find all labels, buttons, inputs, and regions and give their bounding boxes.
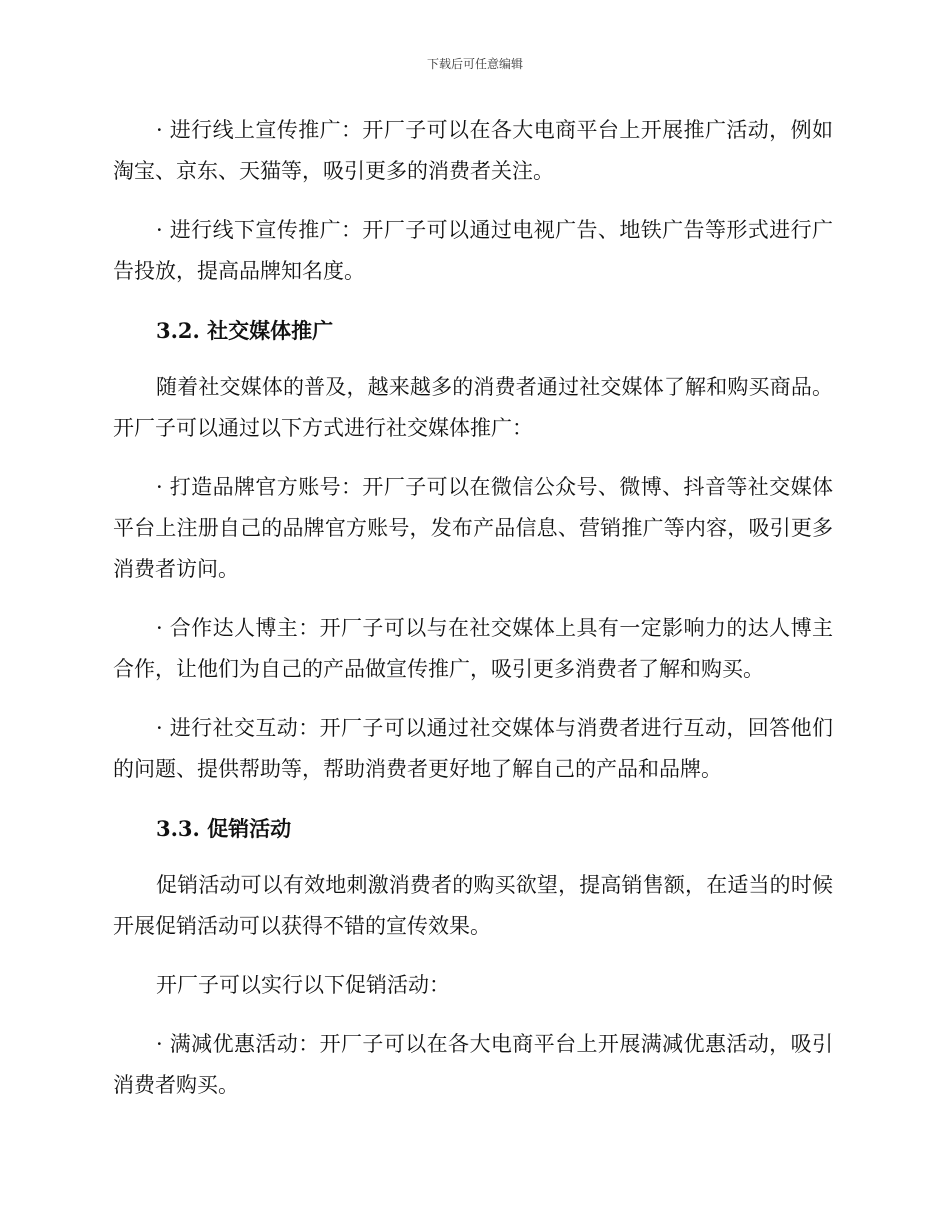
bullet-discount-activity: · 满减优惠活动：开厂子可以在各大电商平台上开展满减优惠活动，吸引消费者购买。 — [113, 1032, 833, 1097]
bullet-official-account: · 打造品牌官方账号：开厂子可以在微信公众号、微博、抖音等社交媒体平台上注册自己的品牌官方账号，发布产品信息、营销推广等内容，吸引更多消费者访问。 — [113, 475, 833, 581]
section-heading-3-3: 3.3. 促销活动 — [156, 816, 292, 841]
bullet-online-promotion: · 进行线上宣传推广：开厂子可以在各大电商平台上开展推广活动，例如淘宝、京东、天猫等，吸引更多的消费者关注。 — [113, 118, 833, 183]
document-body — [113, 110, 833, 1124]
paragraph-promotion-intro: 促销活动可以有效地刺激消费者的购买欲望，提高销售额，在适当的时候开展促销活动可以获得不错的宣传效果。 — [113, 873, 833, 938]
bullet-offline-promotion: · 进行线下宣传推广：开厂子可以通过电视广告、地铁广告等形式进行广告投放，提高品牌知名度。 — [113, 218, 833, 283]
paragraph-promotion-list-lead: 开厂子可以实行以下促销活动： — [156, 973, 450, 997]
section-heading-3-2: 3.2. 社交媒体推广 — [156, 318, 334, 343]
paragraph-social-media-intro: 随着社交媒体的普及，越来越多的消费者通过社交媒体了解和购买商品。开厂子可以通过以下方式进行社交媒体推广： — [113, 375, 833, 440]
page-header-note: 下载后可任意编辑 — [426, 57, 523, 71]
bullet-social-interaction: · 进行社交互动：开厂子可以通过社交媒体与消费者进行互动，回答他们的问题、提供帮助等，帮助消费者更好地了解自己的产品和品牌。 — [113, 716, 833, 781]
bullet-influencer-cooperation: · 合作达人博主：开厂子可以与在社交媒体上具有一定影响力的达人博主合作，让他们为自己的产品做宣传推广，吸引更多消费者了解和购买。 — [113, 616, 833, 681]
